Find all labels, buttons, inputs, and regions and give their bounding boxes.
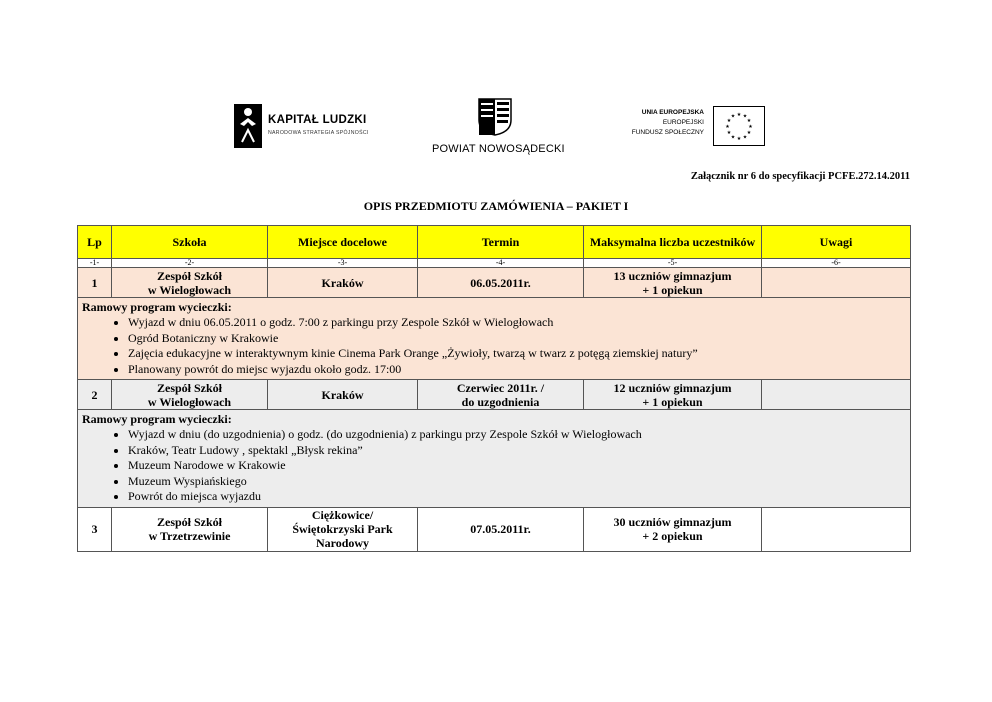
program-item: • Zajęcia edukacyjne w interaktywnym kinie Cinema Park Orange „Żywioły, twarzą w twarz z potęgą ziemskiej natury” (128, 346, 906, 362)
header-row (78, 226, 911, 259)
row-participants (584, 507, 762, 551)
participants-line: + 2 opiekun (642, 529, 703, 543)
school-line: Zespół Szkół (156, 515, 222, 529)
participants-line: 30 uczniów gimnazjum (613, 515, 732, 529)
svg-text:★: ★ (742, 113, 748, 120)
eu-flag-icon (713, 106, 765, 146)
destination-line: Narodowy (315, 536, 370, 550)
row-notes (762, 268, 911, 298)
row-participants (584, 268, 762, 298)
col-number: -5- (584, 259, 762, 268)
header-participants: Maksymalna liczba uczestników (584, 226, 762, 259)
date-line: 07.05.2011r. (470, 522, 531, 536)
participants-line: + 1 opiekun (642, 394, 703, 409)
program-cell (78, 410, 911, 508)
school-line: Zespół Szkół (156, 268, 222, 283)
eu-line3: FUNDUSZ SPOŁECZNY (631, 129, 704, 136)
logo-bar (0, 98, 992, 163)
program-heading: Ramowy program wycieczki: (82, 412, 232, 426)
date-line: Czerwiec 2011r. / (456, 380, 545, 395)
header-notes: Uwagi (762, 226, 911, 259)
col-number: -4- (418, 259, 584, 268)
eu-text (600, 108, 704, 138)
kapital-ludzki-name: KAPITAŁ LUDZKI (268, 114, 367, 126)
participants-line: + 1 opiekun (642, 282, 703, 297)
participants-line: 13 uczniów gimnazjum (613, 268, 732, 283)
kapital-ludzki-logo (234, 104, 384, 148)
row-notes (762, 507, 911, 551)
row-destination (268, 380, 418, 410)
document-title: OPIS PRZEDMIOTU ZAMÓWIENIA – PAKIET I (363, 199, 629, 213)
eu-logo (600, 106, 770, 152)
svg-text:★: ★ (725, 124, 730, 130)
header-school: Szkoła (112, 226, 268, 259)
program-heading: Ramowy program wycieczki: (82, 300, 232, 314)
kapital-ludzki-emblem-icon (234, 104, 262, 148)
row-destination (268, 507, 418, 551)
powiat-name: POWIAT NOWOSĄDECKI (432, 143, 565, 155)
eu-line1: UNIA EUROPEJSKA (641, 109, 704, 116)
table-row (78, 380, 911, 410)
trip-table (77, 225, 911, 552)
row-lp: 2 (78, 380, 112, 410)
row-date (418, 380, 584, 410)
col-number: -6- (762, 259, 911, 268)
svg-text:★: ★ (730, 113, 736, 120)
col-number: -3- (268, 259, 418, 268)
powiat-shield-icon (478, 98, 512, 136)
program-item: • Wyjazd w dniu (do uzgodnienia) o godz. (do uzgodnienia) z parkingu przy Zespole Szkół w Wielogłowach (128, 427, 906, 443)
program-item: • Muzeum Narodowe w Krakowie (128, 458, 906, 474)
destination-line: Świętokrzyski Park (292, 522, 393, 536)
svg-text:★: ★ (746, 118, 752, 124)
destination-line: Kraków (321, 387, 364, 402)
svg-text:★: ★ (742, 134, 748, 141)
program-item: • Powrót do miejsca wyjazdu (128, 489, 906, 505)
school-line: w Wielogłowach (147, 394, 232, 409)
column-number-row (78, 259, 911, 268)
participants-line: 12 uczniów gimnazjum (613, 380, 732, 395)
date-line: 06.05.2011r. (470, 275, 531, 290)
svg-text:★: ★ (736, 136, 742, 142)
col-number: -2- (112, 259, 268, 268)
program-item: • Wyjazd w dniu 06.05.2011 o godz. 7:00 z parkingu przy Zespole Szkół w Wielogłowach (128, 315, 906, 331)
school-line: w Trzetrzewinie (148, 529, 231, 543)
svg-text:★: ★ (736, 112, 742, 118)
header-lp: Lp (78, 226, 112, 259)
program-item: • Ogród Botaniczny w Krakowie (128, 331, 906, 347)
header-destination: Miejsce docelowe (268, 226, 418, 259)
svg-text:★: ★ (726, 130, 732, 136)
row-date (418, 507, 584, 551)
program-row (78, 410, 911, 508)
destination-line: Ciężkowice/ (311, 508, 374, 522)
eu-line2: EUROPEJSKI (662, 119, 704, 126)
powiat-logo (432, 98, 565, 160)
program-item: • Muzeum Wyspiańskiego (128, 474, 906, 490)
row-notes (762, 380, 911, 410)
svg-text:★: ★ (726, 118, 732, 124)
table-row (78, 268, 911, 298)
header-date: Termin (418, 226, 584, 259)
row-date (418, 268, 584, 298)
row-lp: 1 (78, 268, 112, 298)
svg-text:★: ★ (730, 134, 736, 141)
program-item: • Kraków, Teatr Ludowy , spektakl „Błysk rekina” (128, 443, 906, 459)
col-number: -1- (78, 259, 112, 268)
row-lp: 3 (78, 507, 112, 551)
school-line: Zespół Szkół (156, 380, 222, 395)
program-row (78, 298, 911, 380)
annex-reference: Załącznik nr 6 do specyfikacji PCFE.272.14.2011 (690, 171, 910, 182)
program-list (82, 427, 906, 505)
program-cell (78, 298, 911, 380)
row-school (112, 507, 268, 551)
row-destination (268, 268, 418, 298)
date-line: do uzgodnienia (461, 394, 540, 409)
school-line: w Wielogłowach (147, 282, 232, 297)
program-item: • Planowany powrót do miejsc wyjazdu około godz. 17:00 (128, 362, 906, 378)
svg-text:★: ★ (746, 130, 752, 136)
destination-line: Kraków (321, 275, 364, 290)
row-participants (584, 380, 762, 410)
row-school (112, 380, 268, 410)
svg-text:★: ★ (748, 124, 753, 130)
row-school (112, 268, 268, 298)
table-row (78, 507, 911, 551)
kapital-ludzki-subtitle: NARODOWA STRATEGIA SPÓJNOŚCI (268, 130, 369, 136)
program-list (82, 315, 906, 377)
